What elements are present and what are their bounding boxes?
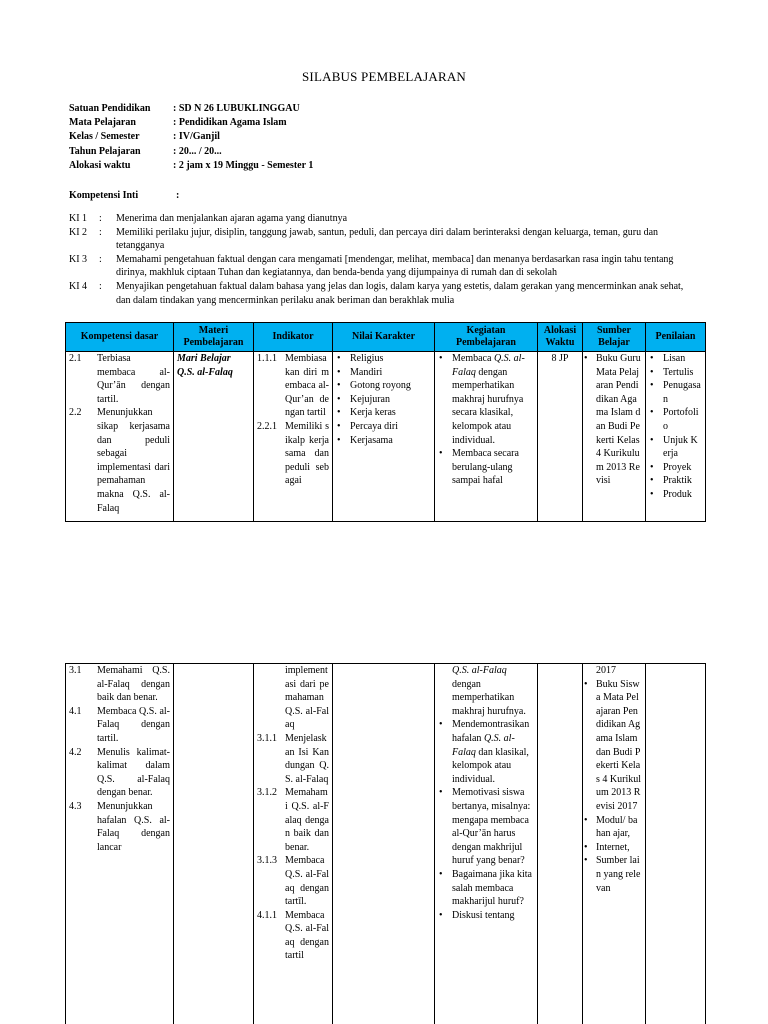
kegiatan-continued	[438, 664, 534, 718]
cell-indikator	[254, 352, 333, 522]
kegiatan-text: Bagaimana jika kita salah membaca makharijul huruf?	[452, 868, 532, 908]
kd-item	[69, 705, 170, 746]
list-item	[438, 718, 534, 786]
cell-kompetensi-dasar	[66, 352, 174, 522]
indikator-text: implementasi dari pemahaman Q.S. al-Falaq	[285, 665, 329, 731]
table-header-row	[66, 323, 706, 352]
list-item: • Produk	[649, 488, 702, 502]
ki-colon: :	[99, 226, 102, 238]
list-item: • Lisan	[649, 352, 702, 366]
list-item	[438, 352, 534, 447]
kd-text: Menulis kalimat-kalimat dalam Q.S. al-Falaq dengan benar.	[97, 746, 170, 799]
kd-number: 4.3	[69, 800, 82, 812]
indikator-number: 1.1.1	[257, 353, 277, 364]
meta-value: : IV/Ganjil	[173, 131, 220, 143]
kegiatan-surah: Q.S. al-Falaq	[452, 665, 507, 676]
header-alokasi: Alokasi Waktu	[538, 323, 583, 352]
syllabus-table	[65, 322, 706, 522]
indikator-item	[257, 786, 329, 854]
ki-text: Memahami pengetahuan faktual dengan cara mengamati [mendengar, melihat, membaca] dan menanya berdasarkan rasa ingin tahu tentang dirinya, makhluk ciptaan Tuhan dan kegiatannya, dan benda-benda yang dijumpainya di rumah dan di sekolah	[116, 253, 674, 279]
indikator-number: 3.1.2	[257, 787, 277, 799]
table-row	[66, 664, 706, 1024]
header-kompetensi-dasar: Kompetensi dasar	[66, 323, 174, 352]
cell-nilai-karakter	[333, 664, 435, 1024]
cell-materi	[174, 664, 254, 1024]
indikator-item	[257, 732, 329, 786]
ki-item	[69, 253, 699, 280]
ki-item	[69, 280, 699, 307]
meta-row	[69, 159, 313, 173]
indikator-text: Menjelaskan Isi Kandungan Q.S. al-Falaq	[285, 732, 329, 785]
ki-text: Menerima dan menjalankan ajaran agama yang dianutnya	[116, 213, 348, 224]
list-item	[438, 909, 534, 923]
list-item: • Unjuk Kerja	[649, 434, 702, 461]
meta-value: : SD N 26 LUBUKLINGGAU	[173, 103, 300, 114]
kd-text: Terbiasa membaca al-Qur’ān dengan tartil.	[97, 353, 170, 405]
ki-number: KI 3	[69, 253, 88, 265]
ki-text: Memiliki perilaku jujur, disiplin, tanggung jawab, santun, peduli, dan percaya diri dalam berinteraksi dengan keluarga, teman, guru dan tetangganya	[116, 226, 659, 252]
indikator-item	[257, 854, 329, 908]
page-title: SILABUS PEMBELAJARAN	[302, 69, 466, 84]
list-item: • Internet,	[586, 841, 642, 855]
meta-label: Satuan Pendidikan	[69, 103, 151, 114]
indikator-text: Membaca Q.S. al-Falaq dengan tartil	[285, 909, 329, 962]
list-item: • Percaya diri	[336, 420, 431, 434]
kd-text: Menunjukkan hafalan Q.S. al-Falaq dengan lancar	[97, 800, 170, 853]
list-item: • Praktik	[649, 474, 702, 488]
list-item: • Gotong royong	[336, 379, 431, 393]
ki-colon: :	[99, 253, 102, 265]
ki-item	[69, 226, 699, 253]
ki-number: KI 4	[69, 280, 88, 292]
meta-value: : Pendidikan Agama Islam	[173, 117, 287, 129]
list-item: • Kejujuran	[336, 393, 431, 407]
ki-number: KI 1	[69, 213, 88, 224]
kd-text: Memahami Q.S. al-Falaq dengan baik dan benar.	[97, 665, 170, 704]
kegiatan-surah: Q.S. al-Falaq	[452, 732, 515, 758]
ki-colon: :	[99, 280, 102, 292]
indikator-item	[257, 352, 329, 420]
indikator-text: Membiasakan diri membaca al-Qur’an dengan tartil	[285, 353, 329, 419]
materi-text: Mari Belajar Q.S. al-Falaq	[177, 353, 233, 378]
indikator-item	[257, 909, 329, 963]
meta-row	[69, 116, 313, 130]
header-materi: Materi Pembelajaran	[174, 323, 254, 352]
list-item: • Buku Guru Mata Pelajaran Pendidikan Agama Islam dan Budi Pekerti Kelas 4 Kurikulum 2013 Revisi	[586, 352, 642, 488]
sumber-continued: 2017	[596, 665, 616, 676]
kd-text: Menunjukkan sikap kerjasama dan peduli sebagai implementasi dari pemahaman makna Q.S. al-Falaq	[97, 407, 170, 514]
header-nilai-karakter: Nilai Karakter	[333, 323, 435, 352]
ki-heading	[69, 189, 179, 203]
kegiatan-text: Diskusi tentang	[452, 909, 515, 921]
kd-item	[69, 406, 170, 515]
list-item: • Penugasan	[649, 379, 702, 406]
header-sumber: Sumber Belajar	[583, 323, 646, 352]
list-item	[438, 447, 534, 488]
header-penilaian: Penilaian	[646, 323, 706, 352]
list-item: • Kerjasama	[336, 434, 431, 448]
list-item: • Proyek	[649, 461, 702, 475]
indikator-item	[257, 420, 329, 488]
cell-sumber	[583, 352, 646, 522]
meta-label: Tahun Pelajaran	[69, 145, 141, 157]
meta-value: : 2 jam x 19 Minggu - Semester 1	[173, 159, 314, 171]
list-item: • Modul/ bahan ajar,	[586, 814, 642, 841]
header-kegiatan: Kegiatan Pembelajaran	[435, 323, 538, 352]
kegiatan-text: Memotivasi siswa bertanya, misalnya: mengapa membaca al-Qur’ān harus dengan makhrijul huruf yang benar?	[452, 787, 531, 867]
identity-block	[69, 102, 313, 173]
meta-value: : 20... / 20...	[173, 145, 222, 157]
ki-number: KI 2	[69, 226, 88, 238]
kegiatan-text: dan klasikal, kelompok atau individual.	[452, 746, 529, 785]
ki-heading-label: Kompetensi Inti	[69, 190, 139, 201]
list-item: • Portofolio	[649, 406, 702, 433]
kegiatan-text: Membaca secara berulang-ulang sampai hafal	[452, 448, 519, 487]
kd-number: 2.2	[69, 407, 82, 419]
list-item: • Kerja keras	[336, 406, 431, 420]
cell-nilai-karakter	[333, 352, 435, 522]
list-item: • Tertulis	[649, 366, 702, 380]
indikator-number: 3.1.3	[257, 855, 277, 867]
indikator-text: Memahami Q.S. al-Falaq dengan baik dan benar.	[285, 787, 329, 853]
list-item: • Religius	[336, 352, 431, 366]
syllabus-table-continued	[65, 663, 706, 1024]
list-item: • Sumber lain yang relevan	[586, 854, 642, 895]
indikator-item	[257, 664, 329, 732]
cell-alokasi	[538, 664, 583, 1024]
cell-kompetensi-dasar	[66, 664, 174, 1024]
ki-text: Menyajikan pengetahuan faktual dalam bahasa yang jelas dan logis, dalam karya yang estetis, dalam gerakan yang mencerminkan anak sehat, dan dalam tindakan yang mencerminkan perilaku anak beriman dan berakhlak mulia	[116, 280, 684, 306]
list-item	[438, 868, 534, 909]
ki-colon: :	[99, 213, 102, 224]
ki-list	[69, 212, 699, 307]
cell-indikator	[254, 664, 333, 1024]
kd-item	[69, 800, 170, 854]
cell-materi	[174, 352, 254, 522]
meta-label: Kelas / Semester	[69, 131, 140, 143]
cell-kegiatan	[435, 664, 538, 1024]
ki-item	[69, 212, 699, 226]
indikator-number: 3.1.1	[257, 732, 277, 744]
indikator-text: Memiliki sikalp kerjasama dan peduli sebagai	[285, 420, 329, 487]
kd-number: 3.1	[69, 665, 82, 676]
kd-number: 2.1	[69, 353, 82, 364]
kd-number: 4.1	[69, 705, 82, 717]
ki-heading-colon: :	[176, 190, 180, 201]
list-item	[438, 786, 534, 868]
cell-penilaian	[646, 352, 706, 522]
meta-row	[69, 102, 313, 116]
kd-text: Membaca Q.S. al-Falaq dengan tartil.	[97, 705, 170, 744]
kd-number: 4.2	[69, 746, 82, 758]
kegiatan-text: dengan memperhatikan makhraj hurufnya secara klasikal, kelompok atau individual.	[452, 366, 524, 446]
list-item: • Mandiri	[336, 366, 431, 380]
kd-item	[69, 746, 170, 800]
kegiatan-text: Mendemontrasikan hafalan	[452, 719, 530, 744]
kd-item	[69, 352, 170, 406]
kegiatan-text: dengan memperhatikan makhraj hurufnya.	[452, 678, 526, 717]
meta-row	[69, 130, 313, 144]
header-indikator: Indikator	[254, 323, 333, 352]
cell-penilaian	[646, 664, 706, 1024]
meta-label: Mata Pelajaran	[69, 117, 136, 129]
indikator-number: 4.1.1	[257, 909, 277, 921]
kegiatan-text: Membaca	[452, 353, 494, 364]
kegiatan-surah: Q.S. al-Falaq	[452, 353, 525, 378]
indikator-number: 2.2.1	[257, 420, 277, 432]
list-item: • Buku Siswa Mata Pelajaran Pendidikan Agama Islam dan Budi Pekerti Kelas 4 Kurikulum 2013 Revisi 2017	[586, 678, 642, 814]
table-row	[66, 352, 706, 522]
cell-sumber	[583, 664, 646, 1024]
indikator-text: Membaca Q.S. al-Falaq dengan tartīl.	[285, 855, 329, 908]
cell-alokasi: 8 JP	[538, 352, 583, 522]
cell-kegiatan	[435, 352, 538, 522]
kd-item	[69, 664, 170, 705]
meta-row	[69, 145, 313, 159]
meta-label: Alokasi waktu	[69, 159, 131, 171]
